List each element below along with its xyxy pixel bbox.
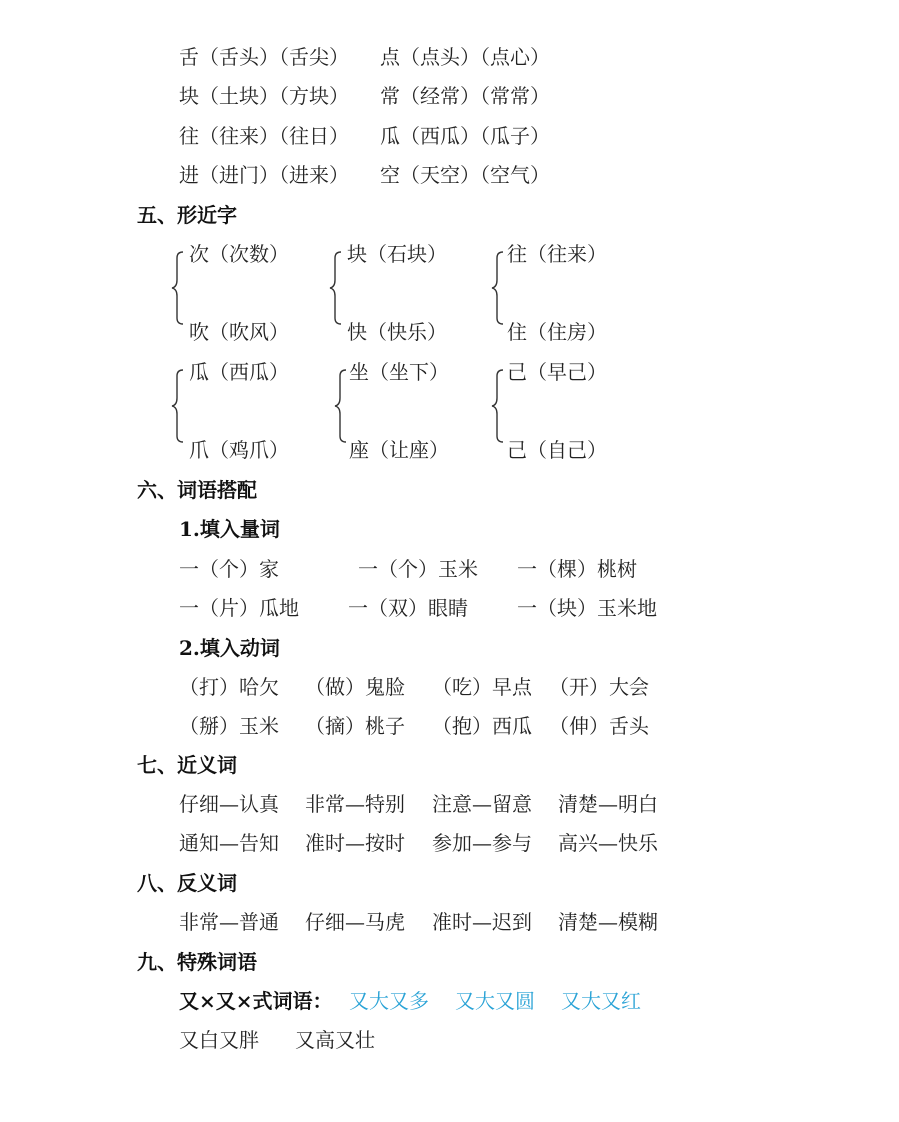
synonym-pair: 高兴—快乐 (558, 831, 658, 855)
verb-phrase: （摘）桃子 (305, 714, 405, 738)
subheading-verbs: 2.填入动词 (179, 636, 280, 660)
synonym-pair: 非常—特别 (305, 792, 405, 816)
char-entry: 往（往来）（往日） (179, 124, 349, 148)
verb-phrase: （伸）舌头 (549, 714, 649, 738)
char-entry: 块（土块）（方块） (179, 84, 349, 108)
similar-char-top: 往（往来） (507, 242, 607, 266)
verb-phrase: （吃）早点 (432, 675, 532, 699)
similar-char-top: 瓜（西瓜） (189, 360, 289, 384)
brace-icon (333, 368, 349, 444)
similar-char-bottom: 吹（吹风） (189, 320, 289, 344)
similar-char-top: 己（早己） (507, 360, 607, 384)
section7-heading: 七、近义词 (137, 753, 237, 777)
antonym-pair: 准时—迟到 (432, 910, 532, 934)
similar-char-bottom: 住（住房） (507, 320, 607, 344)
verb-phrase: （打）哈欠 (179, 675, 279, 699)
antonym-pair: 非常—普通 (179, 910, 279, 934)
highlighted-phrase: 又大又多 (349, 989, 429, 1013)
extra-phrase: 又白又胖 (179, 1028, 259, 1052)
pattern-label: 又×又×式词语： (179, 989, 333, 1013)
similar-char-top: 块（石块） (347, 242, 447, 266)
antonym-pair: 清楚—模糊 (558, 910, 658, 934)
brace-icon (490, 250, 506, 326)
synonym-pair: 准时—按时 (305, 831, 405, 855)
section5-heading: 五、形近字 (137, 203, 237, 227)
similar-char-bottom: 己（自己） (507, 438, 607, 462)
brace-icon (170, 368, 186, 444)
subheading-measure-words: 1.填入量词 (179, 517, 280, 541)
highlighted-phrase: 又大又圆 (455, 989, 535, 1013)
char-entry: 瓜（西瓜）（瓜子） (380, 124, 550, 148)
section8-heading: 八、反义词 (137, 871, 237, 895)
section9-heading: 九、特殊词语 (137, 950, 257, 974)
brace-icon (490, 368, 506, 444)
similar-char-bottom: 座（让座） (349, 438, 449, 462)
verb-phrase: （抱）西瓜 (432, 714, 532, 738)
similar-char-top: 坐（坐下） (349, 360, 449, 384)
section6-heading: 六、词语搭配 (137, 478, 257, 502)
synonym-pair: 注意—留意 (432, 792, 532, 816)
verb-phrase: （做）鬼脸 (305, 675, 405, 699)
synonym-pair: 仔细—认真 (179, 792, 279, 816)
verb-phrase: （开）大会 (549, 675, 649, 699)
measure-phrase: 一（棵）桃树 (517, 557, 637, 581)
char-entry: 进（进门）（进来） (179, 163, 349, 187)
similar-char-top: 次（次数） (189, 242, 289, 266)
measure-phrase: 一（个）家 (179, 557, 279, 581)
measure-phrase: 一（片）瓜地 (179, 596, 299, 620)
brace-icon (170, 250, 186, 326)
measure-phrase: 一（双）眼睛 (348, 596, 468, 620)
similar-char-bottom: 爪（鸡爪） (189, 438, 289, 462)
synonym-pair: 通知—告知 (179, 831, 279, 855)
highlighted-phrase: 又大又红 (561, 989, 641, 1013)
extra-phrase: 又高又壮 (295, 1028, 375, 1052)
verb-phrase: （掰）玉米 (179, 714, 279, 738)
brace-icon (328, 250, 344, 326)
char-entry: 常（经常）（常常） (380, 84, 550, 108)
char-entry: 舌（舌头）（舌尖） (179, 45, 349, 69)
char-entry: 空（天空）（空气） (380, 163, 550, 187)
antonym-pair: 仔细—马虎 (305, 910, 405, 934)
char-entry: 点（点头）（点心） (380, 45, 550, 69)
measure-phrase: 一（个）玉米 (358, 557, 478, 581)
synonym-pair: 清楚—明白 (558, 792, 658, 816)
measure-phrase: 一（块）玉米地 (517, 596, 657, 620)
similar-char-bottom: 快（快乐） (347, 320, 447, 344)
synonym-pair: 参加—参与 (432, 831, 532, 855)
